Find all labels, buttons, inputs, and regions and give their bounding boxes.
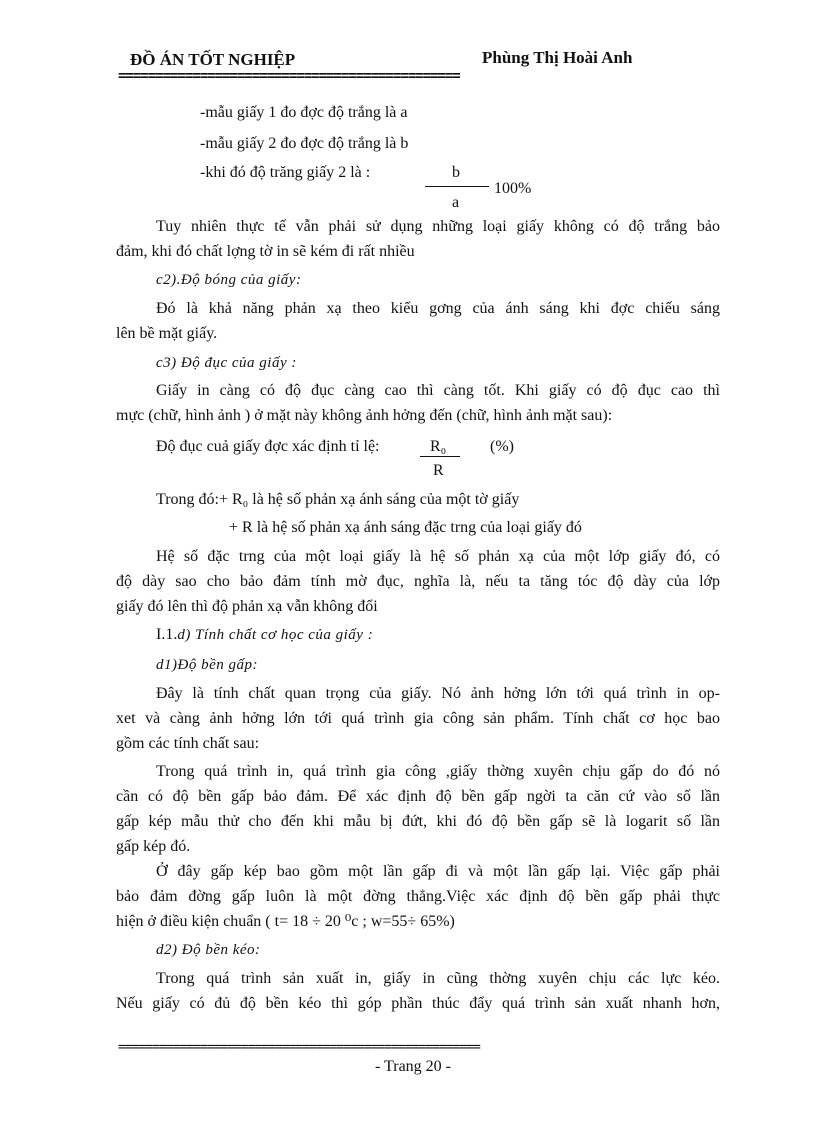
heading-d-title: d) Tính chất cơ học của giấy :	[177, 627, 374, 643]
fraction1-denominator: a	[452, 194, 460, 211]
author-name: Phùng Thị Hoài Anh	[482, 48, 633, 67]
header-rule: ==============================================	[118, 68, 460, 84]
paragraph-6-line-1: Đây là tính chất quan trọng của giấy. Nó ảnh hởng lớn tới quá trình in op-	[156, 685, 720, 702]
paragraph-5-line-3: giấy đó lên thì độ phản xạ vẫn không đổi	[116, 598, 378, 615]
paragraph-9-line-2: Nếu giấy có đủ độ bền kéo thì góp phần thúc đẩy quá trình sản xuất nhanh hơn,	[116, 995, 720, 1012]
fraction2-numerator: R₀	[430, 438, 447, 455]
paragraph-8-line-2: bảo đảm đờng gấp luôn là một đờng thẳng.Việc xác định độ bền gấp phải thực	[116, 888, 720, 905]
paragraph-2-line-2: lên bề mặt giấy.	[116, 325, 218, 342]
footer-rule: =====================================================	[118, 1040, 480, 1055]
paragraph-3-line-2: mực (chữ, hình ảnh ) ở mặt này không ảnh hởng đến (chữ, hình ảnh mặt sau):	[116, 407, 613, 424]
fraction2-denominator: R	[433, 462, 444, 479]
paragraph-6-line-3: gồm các tính chất sau:	[116, 735, 260, 752]
line-sample-2: -mẫu giấy 2 đo đợc độ trắng là b	[200, 135, 409, 152]
where-line-2: + R là hệ số phản xạ ánh sáng đặc trng của loại giấy đó	[229, 519, 582, 536]
paragraph-8-line-3: hiện ở điều kiện chuẩn ( t= 18 ÷ 20 ⁰c ; w=55÷ 65%)	[116, 913, 455, 930]
paragraph-9-line-1: Trong quá trình sản xuất in, giấy in cũng thờng xuyên chịu các lực kéo.	[156, 970, 720, 987]
fraction2-percent: (%)	[490, 438, 514, 455]
fraction1-bar	[425, 186, 489, 187]
paragraph-7-line-4: gấp kép đó.	[116, 838, 191, 855]
heading-c2: c2).Độ bóng của giấy:	[156, 272, 302, 288]
paragraph-3-line-1: Giấy in càng có độ đục càng cao thì càng tốt. Khi giấy có độ đục cao thì	[156, 382, 720, 399]
paragraph-5-line-2: độ dày sao cho bảo đảm tính mờ đục, nghĩa là, nếu ta tăng tóc độ dày của lớp	[116, 573, 720, 590]
paragraph-7-line-2: cần có độ bền gấp bảo đảm. Để xác định độ bền gấp ngời ta căn cứ vào số lần	[116, 788, 720, 805]
line-sample-1: -mẫu giấy 1 đo đợc độ trắng là a	[200, 104, 408, 121]
document-title: ĐỒ ÁN TỐT NGHIỆP	[130, 50, 296, 69]
heading-d-number: I.1.	[156, 626, 178, 643]
heading-d2: d2) Độ bền kéo:	[156, 942, 261, 958]
paragraph-7-line-1: Trong quá trình in, quá trình gia công ,giấy thờng xuyên chịu gấp do đó nó	[156, 763, 720, 780]
opacity-formula: Độ đục cuả giấy đợc xác định tỉ lệ:	[156, 438, 380, 455]
paragraph-7-line-3: gấp kép mẫu thử cho đến khi mẫu bị đứt, khi đó độ bền gấp sẽ là logarit số lần	[116, 813, 720, 830]
heading-c3: c3) Độ đục của giấy :	[156, 355, 297, 371]
heading-d1: d1)Độ bền gấp:	[156, 657, 258, 673]
fraction1-numerator: b	[452, 164, 460, 181]
line-whiteness: -khi đó độ trăng giấy 2 là :	[200, 164, 371, 181]
paragraph-1-line-1: Tuy nhiên thực tế vẫn phải sử dụng những loại giấy không có độ trắng bảo	[156, 218, 720, 235]
paragraph-1-line-2: đảm, khi đó chất lợng tờ in sẽ kém đi rất nhiều	[116, 243, 415, 260]
page-number: - Trang 20 -	[374, 1058, 451, 1075]
fraction1-percent: 100%	[494, 180, 532, 197]
paragraph-2-line-1: Đó là khả năng phản xạ theo kiểu gơng của ánh sáng khi đợc chiếu sáng	[156, 300, 720, 317]
fraction2-bar	[420, 456, 460, 457]
paragraph-8-line-1: Ở đây gấp kép bao gồm một lần gấp đi và một lần gấp lại. Việc gấp phải	[156, 863, 720, 880]
where-line-1: Trong đó:+ R₀ là hệ số phản xạ ánh sáng của một tờ giấy	[156, 491, 520, 508]
paragraph-6-line-2: xet và càng ảnh hởng lớn tới quá trình gia công sản phẩm. Tính chất cơ học bao	[116, 710, 720, 727]
paragraph-5-line-1: Hệ số đặc trng của một loại giấy là hệ số phản xạ của một lớp giấy đó, có	[156, 548, 720, 565]
heading-d	[156, 625, 373, 645]
